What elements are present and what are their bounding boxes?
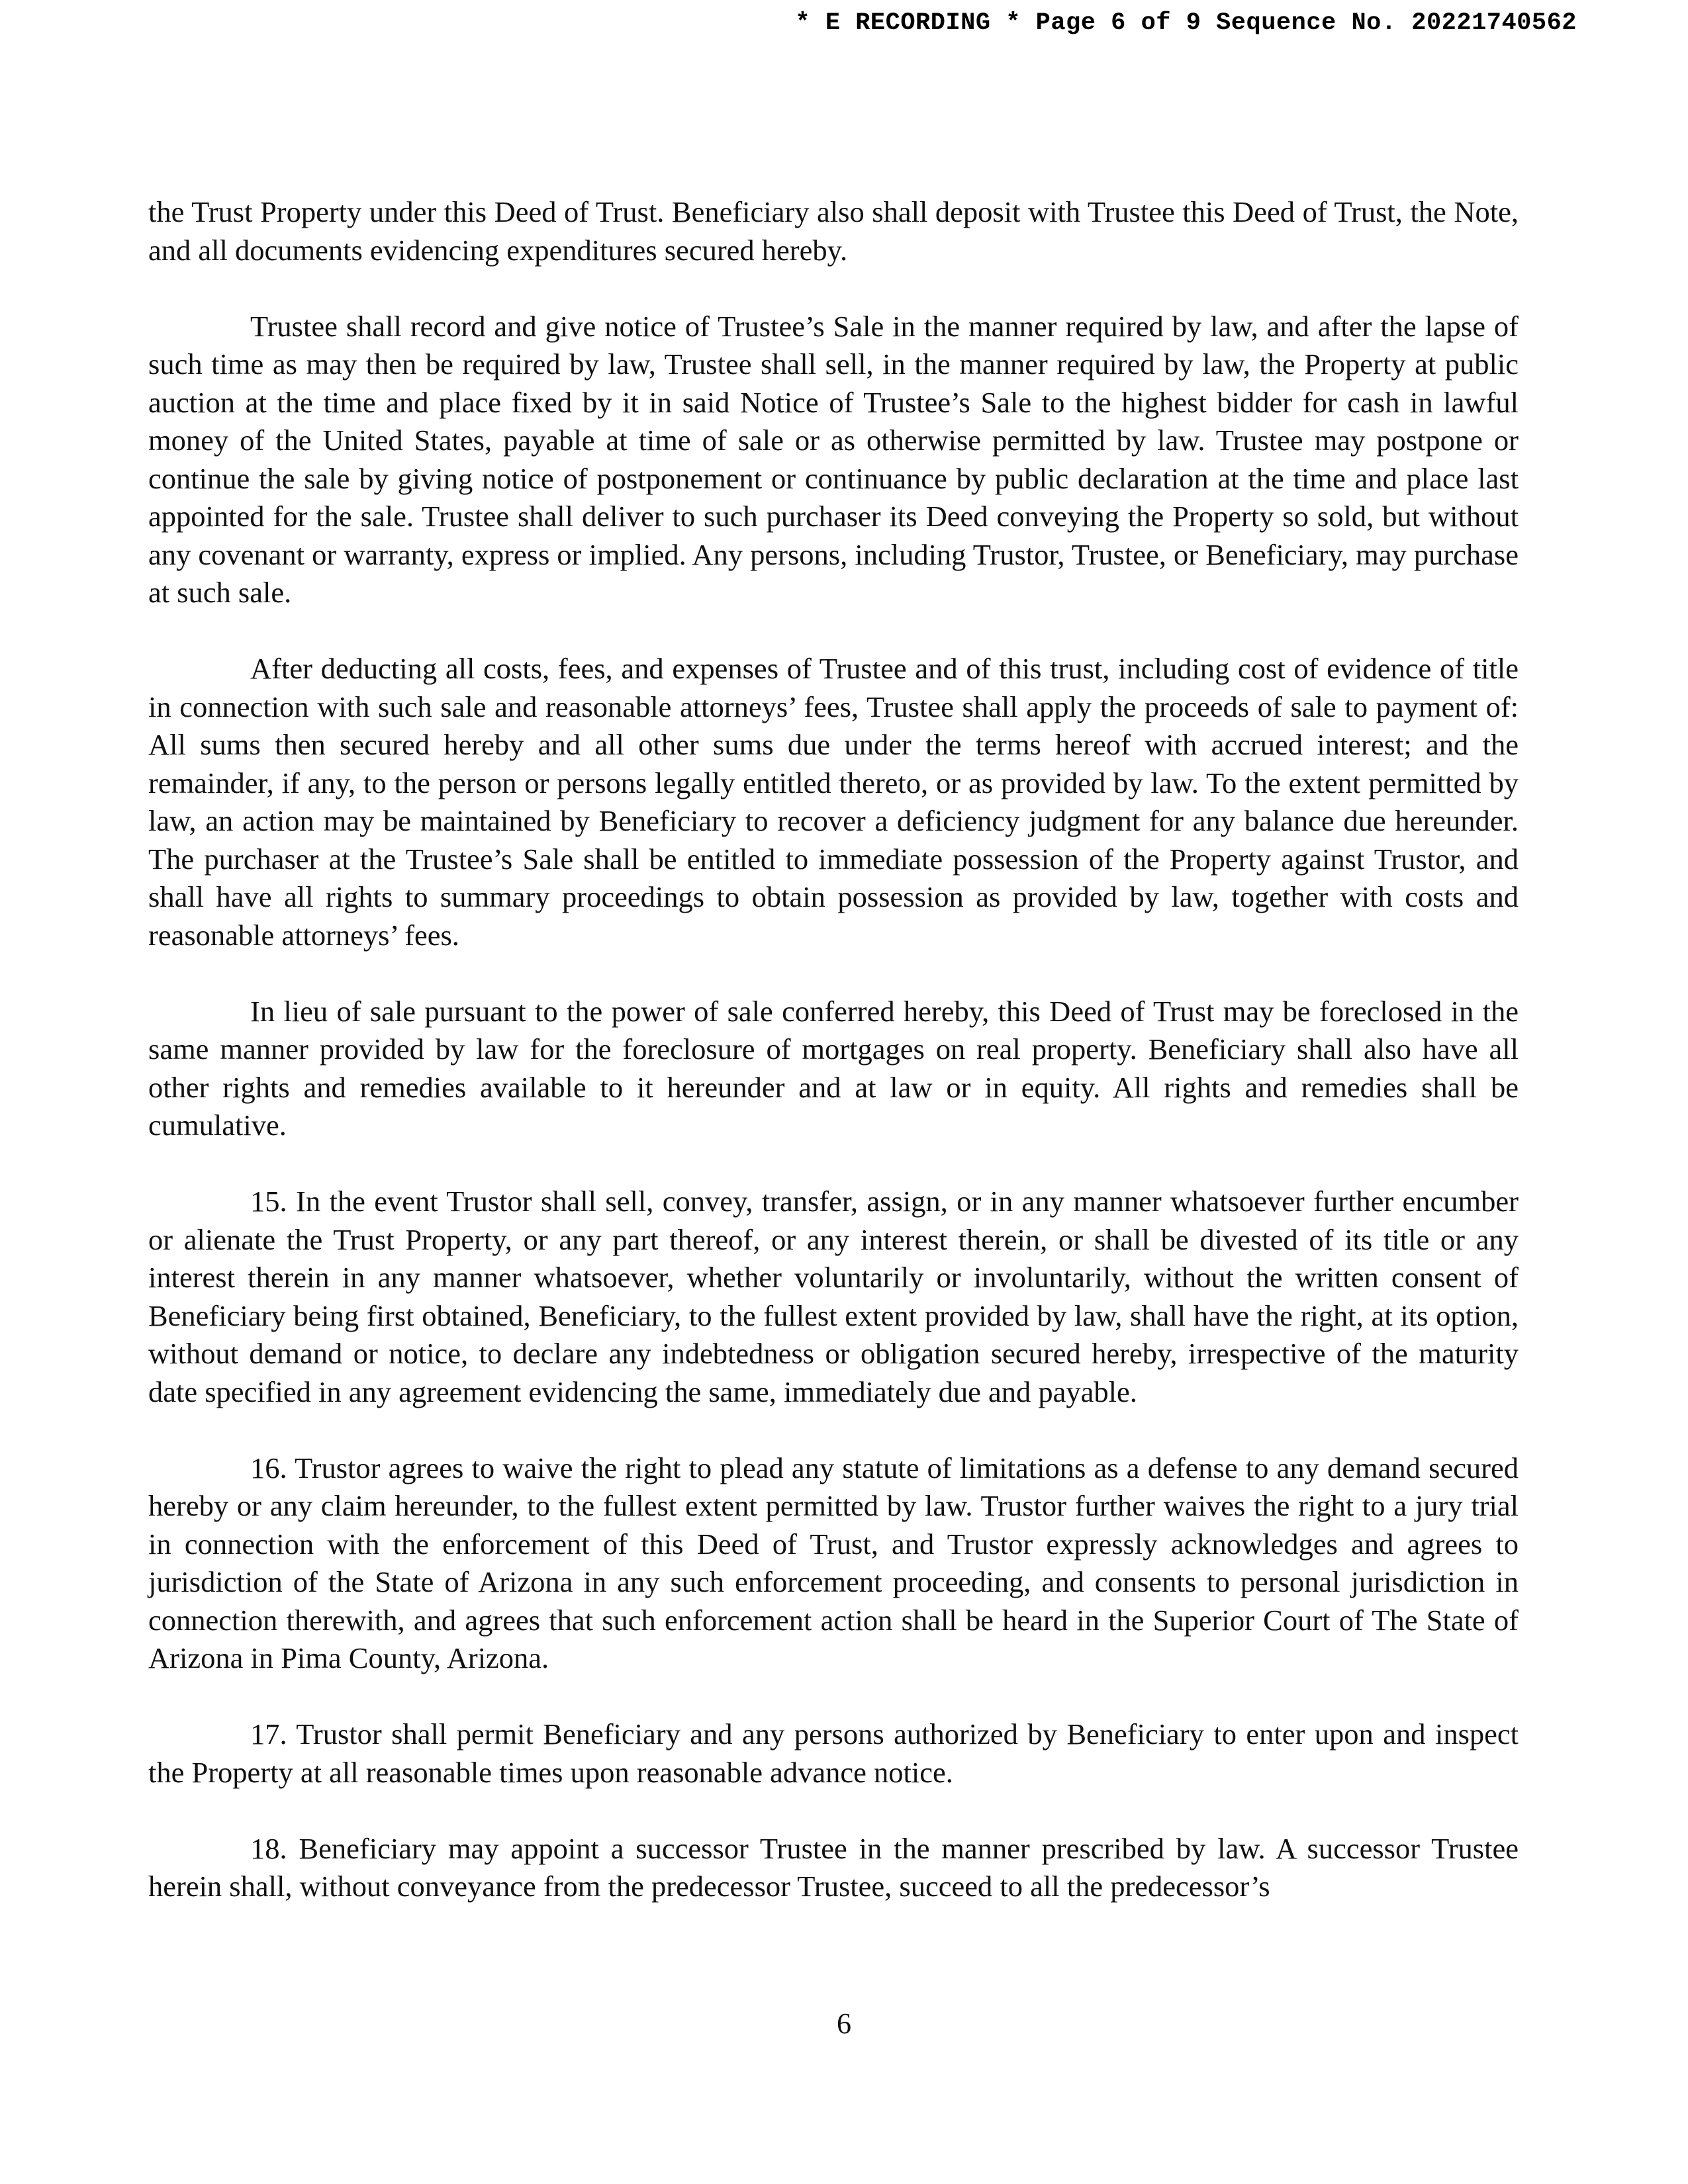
page-number: 6 [837,2007,851,2040]
paragraph-section-17: 17. Trustor shall permit Beneficiary and any persons authorized by Beneficiary to enter upon and inspect the Property at all reasonable times upon reasonable advance notice. [148,1717,1519,1789]
paragraph-proceeds: After deducting all costs, fees, and expenses of Trustee and of this trust, including cost of evidence of title in connection with such sale and reasonable attorneys’ fees, Trustee shall apply the proceeds of sale to payment of: All sums then secured hereby and all other sums due under the terms hereof with accrued interest; and the remainder, if any, to the person or persons legally entitled thereto, or as provided by law. To the extent permitted by law, an action may be maintained by Beneficiary to recover a deficiency judgment for any balance due hereunder. The purchaser at the Trustee’s Sale shall be entitled to immediate possession of the Property against Trustor, and shall have all rights to summary proceedings to obtain possession as provided by law, together with costs and reasonable attorneys’ fees. [148,652,1519,952]
paragraph-foreclosure: In lieu of sale pursuant to the power of sale conferred hereby, this Deed of Trust may be foreclosed in the same manner provided by law for the foreclosure of mortgages on real property. Beneficiary shall also have all other rights and remedies available to it hereunder and at law or in equity. All rights and remedies shall be cumulative. [148,994,1519,1142]
paragraph-section-18: 18. Beneficiary may appoint a successor Trustee in the manner prescribed by law. A successor Trustee herein shall, without conveyance from the predecessor Trustee, succeed to all the predecessor’s [148,1831,1519,1903]
document-body [148,193,1519,1944]
paragraph-section-15: 15. In the event Trustor shall sell, convey, transfer, assign, or in any manner whatsoever further encumber or alienate the Trust Property, or any part thereof, or any interest therein, or shall be divested of its title or any interest therein in any manner whatsoever, whether voluntarily or involuntarily, without the written consent of Beneficiary being first obtained, Beneficiary, to the fullest extent provided by law, shall have the right, at its option, without demand or notice, to declare any indebtedness or obligation secured hereby, irrespective of the maturity date specified in any agreement evidencing the same, immediately due and payable. [148,1185,1519,1408]
recording-header: * E RECORDING * Page 6 of 9 Sequence No. 20221740562 [795,9,1577,37]
paragraph-trustee-sale: Trustee shall record and give notice of Trustee’s Sale in the manner required by law, and after the lapse of such time as may then be required by law, Trustee shall sell, in the manner required by law, the Property at public auction at the time and place fixed by it in said Notice of Trustee’s Sale to the highest bidder for cash in lawful money of the United States, payable at time of sale or as otherwise permitted by law. Trustee may postpone or continue the sale by giving notice of postponement or continuance by public declaration at the time and place last appointed for the sale. Trustee shall deliver to such purchaser its Deed conveying the Property so sold, but without any covenant or warranty, express or implied. Any persons, including Trustor, Trustee, or Beneficiary, may purchase at such sale. [148,309,1519,609]
paragraph-section-16: 16. Trustor agrees to waive the right to plead any statute of limitations as a defense to any demand secured hereby or any claim hereunder, to the fullest extent permitted by law. Trustor further waives the right to a jury trial in connection with the enforcement of this Deed of Trust, and Trustor expressly acknowledges and agrees to jurisdiction of the State of Arizona in any such enforcement proceeding, and consents to personal jurisdiction in connection therewith, and agrees that such enforcement action shall be heard in the Superior Court of The State of Arizona in Pima County, Arizona. [148,1451,1519,1674]
paragraph-continued: the Trust Property under this Deed of Trust. Beneficiary also shall deposit with Trustee this Deed of Trust, the Note, and all documents evidencing expenditures secured hereby. [148,195,1519,267]
